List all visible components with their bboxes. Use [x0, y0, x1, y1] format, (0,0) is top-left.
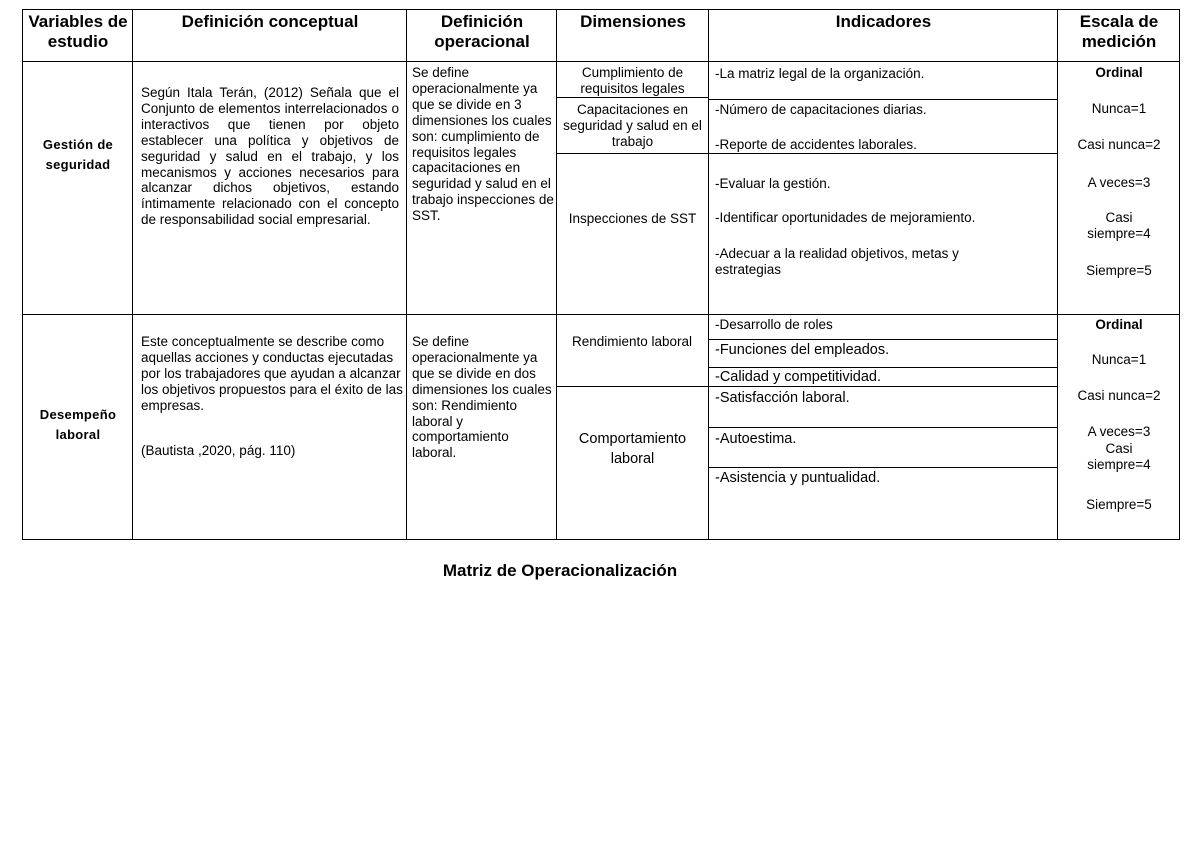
table-border-top [22, 9, 1180, 10]
variable-name: Desempeño laboral [39, 407, 117, 442]
column-divider [406, 9, 407, 540]
scale-value: Nunca=1 [1091, 352, 1147, 367]
header-indicadores: Indicadores [835, 12, 932, 31]
indicator-item: -Asistencia y puntualidad. [715, 470, 881, 486]
indicator-item: -Identificar oportunidades de mejoramiento. [715, 210, 976, 225]
column-divider [1057, 9, 1058, 540]
scale-value: Nunca=1 [1091, 101, 1147, 116]
header-dimensiones: Dimensiones [580, 12, 686, 31]
citation: (Bautista ,2020, pág. 110) [141, 443, 296, 458]
scale-value: Casi nunca=2 [1077, 388, 1161, 403]
header-variables: Variables de estudio [28, 12, 128, 51]
scale-type: Ordinal [1095, 65, 1143, 80]
dimension-divider [556, 153, 1057, 154]
dimension-label: Rendimiento laboral [571, 334, 693, 349]
indicator-item: -Autoestima. [715, 431, 797, 447]
dimension-label: Inspecciones de SST [568, 211, 697, 226]
indicator-divider [708, 427, 1057, 428]
conceptual-definition: Según Itala Terán, (2012) Señala que el Conjunto de elementos interrelacionados o interactivos que tienen por objeto establecer una política y objetivos de seguridad y salud en el trabajo, y los mecanismos y acciones necesarios para alcanzar dichos objetivos, estando íntimamente relacionado con el concepto de responsabilidad social empresarial. [141, 85, 399, 228]
operationalization-matrix [22, 9, 1180, 540]
column-divider [708, 9, 709, 540]
scale-value: A veces=3 [1087, 175, 1151, 190]
scale-value: A veces=3 [1087, 424, 1151, 439]
scale-value: Siempre=5 [1086, 497, 1152, 512]
column-divider [556, 9, 557, 540]
indicator-item: -Funciones del empleados. [715, 342, 890, 358]
indicator-item: -Satisfacción laboral. [715, 390, 850, 406]
table-caption: Matriz de Operacionalización [442, 561, 678, 580]
table-border-right [1179, 9, 1180, 540]
scale-type: Ordinal [1095, 317, 1143, 332]
operational-definition: Se define operacionalmente ya que se divide en dos dimensiones los cuales son: Rendimiento laboral y comportamiento laboral. [412, 334, 552, 461]
dimension-divider [556, 97, 709, 98]
indicator-item: -Calidad y competitividad. [715, 369, 882, 385]
indicator-divider [708, 467, 1057, 468]
indicator-item: -Número de capacitaciones diarias. [715, 102, 927, 117]
header-operacional: Definición operacional [434, 12, 530, 51]
indicator-divider [708, 339, 1057, 340]
indicator-item: -La matriz legal de la organización. [715, 66, 925, 81]
column-divider [132, 9, 133, 540]
indicator-divider [708, 367, 1057, 368]
header-conceptual: Definición conceptual [181, 12, 359, 31]
conceptual-definition: Este conceptualmente se describe como aquellas acciones y conductas ejecutadas por los trabajadores que ayudan a alcanzar los objetivos propuestos para el éxito de las empresas. [141, 334, 403, 413]
table-border-bottom [22, 539, 1180, 540]
dimension-label: Comportamiento laboral [578, 431, 687, 467]
indicator-divider [708, 99, 1057, 100]
scale-value: Siempre=5 [1086, 263, 1152, 278]
indicator-item: -Reporte de accidentes laborales. [715, 137, 917, 152]
table-border-left [22, 9, 23, 540]
indicator-item: -Evaluar la gestión. [715, 176, 831, 191]
dimension-label: Cumplimiento de requisitos legales [580, 65, 685, 96]
scale-value: Casi siempre=4 [1087, 441, 1151, 472]
header-divider [22, 61, 1180, 62]
indicator-item: -Adecuar a la realidad objetivos, metas y estrategias [715, 246, 959, 277]
dimension-divider [556, 386, 1057, 387]
row-divider [22, 314, 1180, 315]
dimension-label: Capacitaciones en seguridad y salud en el trabajo [563, 102, 702, 149]
scale-value: Casi siempre=4 [1087, 210, 1151, 241]
variable-name: Gestión de seguridad [42, 137, 114, 172]
indicator-item: -Desarrollo de roles [715, 317, 833, 332]
scale-value: Casi nunca=2 [1077, 137, 1161, 152]
header-escala: Escala de medición [1079, 12, 1159, 51]
operational-definition: Se define operacionalmente ya que se divide en 3 dimensiones los cuales son: cumplimiento de requisitos legales capacitaciones en seguridad y salud en el trabajo inspecciones de SST. [412, 65, 554, 224]
